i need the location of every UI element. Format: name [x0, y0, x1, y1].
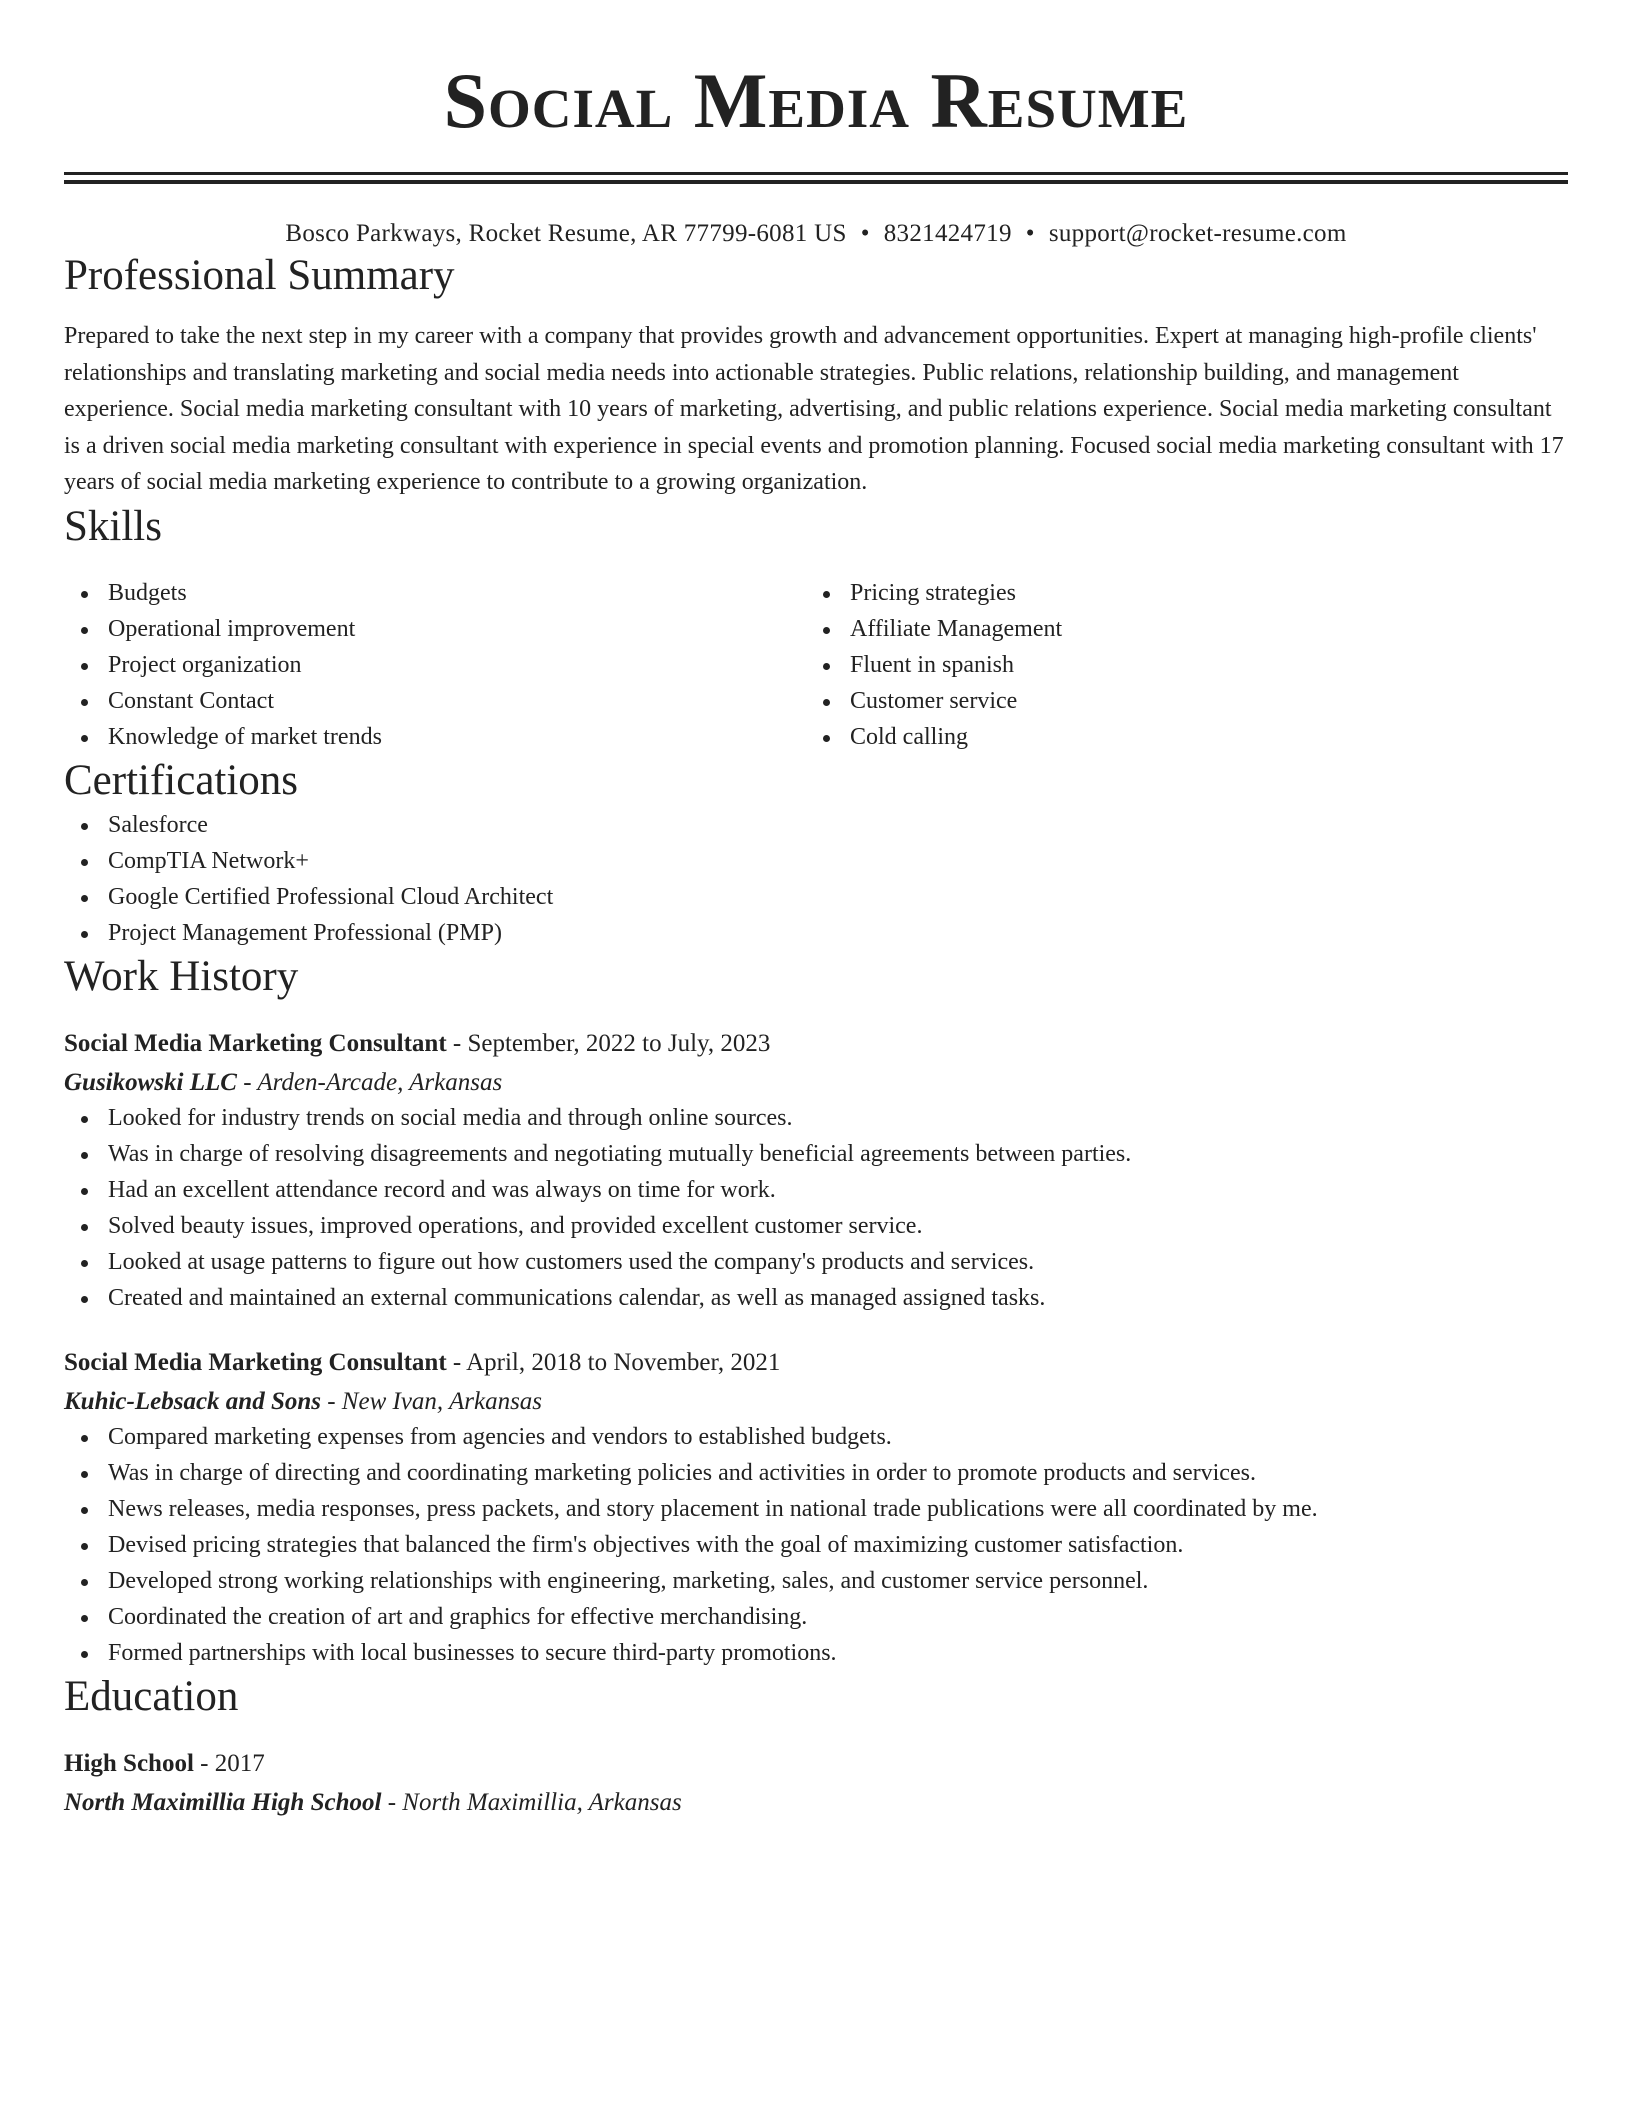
contact-phone: 8321424719	[883, 220, 1012, 247]
job-location: - New Ivan, Arkansas	[320, 1387, 543, 1415]
skill-item: Pricing strategies	[806, 575, 1548, 611]
education-year: - 2017	[193, 1749, 265, 1777]
education-degree: High School	[64, 1749, 194, 1777]
work-history-heading: Work History	[64, 952, 299, 1000]
job-duty: Developed strong working relationships with engineering, marketing, sales, and customer service personnel.	[64, 1563, 1568, 1599]
job-header	[64, 1027, 1568, 1061]
job-company: Kuhic-Lebsack and Sons	[64, 1387, 321, 1415]
certifications-heading: Certifications	[64, 756, 299, 804]
job-duty: Formed partnerships with local businesses to secure third-party promotions.	[64, 1635, 1568, 1671]
job-duties-list	[64, 1419, 1568, 1671]
resume-title: Social Media Resume	[443, 57, 1189, 144]
certification-item: CompTIA Network+	[64, 843, 1568, 879]
contact-separator: •	[860, 220, 870, 247]
job-dates: - April, 2018 to November, 2021	[446, 1348, 781, 1376]
summary-heading: Professional Summary	[64, 252, 455, 299]
certification-item: Google Certified Professional Cloud Architect	[64, 879, 1568, 915]
job-entry	[64, 1346, 1568, 1671]
job-duty: Compared marketing expenses from agencies and vendors to established budgets.	[64, 1419, 1568, 1455]
job-duty: Devised pricing strategies that balanced the firm's objectives with the goal of maximizing customer satisfaction.	[64, 1527, 1568, 1563]
job-company-line	[64, 1385, 1568, 1419]
education-header	[64, 1747, 1568, 1781]
job-company-line	[64, 1066, 1568, 1100]
job-duty: Created and maintained an external communications calendar, as well as managed assigned tasks.	[64, 1280, 1568, 1316]
job-entry	[64, 1027, 1568, 1316]
skill-item: Constant Contact	[64, 683, 806, 719]
certifications-list	[64, 807, 1568, 951]
skills-list-right	[806, 575, 1548, 755]
education-school-line	[64, 1786, 1568, 1820]
title-divider	[64, 172, 1568, 184]
skills-grid	[64, 575, 1568, 755]
job-title: Social Media Marketing Consultant	[64, 1029, 447, 1057]
job-duty: News releases, media responses, press packets, and story placement in national trade publications were all coordinated by me.	[64, 1491, 1568, 1527]
job-dates: - September, 2022 to July, 2023	[446, 1029, 771, 1057]
skill-item: Fluent in spanish	[806, 647, 1548, 683]
certification-item: Salesforce	[64, 807, 1568, 843]
contact-separator: •	[1025, 220, 1035, 247]
skill-item: Affiliate Management	[806, 611, 1548, 647]
contact-email: support@rocket-resume.com	[1048, 220, 1347, 247]
skill-item: Budgets	[64, 575, 806, 611]
skill-item: Customer service	[806, 683, 1548, 719]
skills-column-right	[806, 575, 1548, 755]
certification-item: Project Management Professional (PMP)	[64, 915, 1568, 951]
job-duty: Looked for industry trends on social media and through online sources.	[64, 1100, 1568, 1136]
contact-line	[64, 218, 1568, 250]
job-duties-list	[64, 1100, 1568, 1316]
education-heading: Education	[64, 1672, 239, 1720]
skill-item: Knowledge of market trends	[64, 719, 806, 755]
job-duty: Had an excellent attendance record and was always on time for work.	[64, 1172, 1568, 1208]
job-duty: Was in charge of directing and coordinating marketing policies and activities in order to promote products and services.	[64, 1455, 1568, 1491]
job-title: Social Media Marketing Consultant	[64, 1348, 447, 1376]
skills-list-left	[64, 575, 806, 755]
skill-item: Operational improvement	[64, 611, 806, 647]
job-duty: Coordinated the creation of art and graphics for effective merchandising.	[64, 1599, 1568, 1635]
education-school: North Maximillia High School	[64, 1788, 382, 1816]
skills-column-left	[64, 575, 806, 755]
summary-text: Prepared to take the next step in my career with a company that provides growth and advancement opportunities. Expert at managing high-profile clients' relationships and translating marketing and social media needs into actionable strategies. Public relations, relationship building, and management experience. Social media marketing consultant with 10 years of marketing, advertising, and public relations experience. Social media marketing consultant is a driven social media marketing consultant with experience in special events and promotion planning. Focused social media marketing consultant with 17 years of social media marketing experience to contribute to a growing organization.	[64, 323, 1564, 495]
education-location: - North Maximillia, Arkansas	[381, 1788, 682, 1816]
job-duty: Was in charge of resolving disagreements and negotiating mutually beneficial agreements between parties.	[64, 1136, 1568, 1172]
skill-item: Project organization	[64, 647, 806, 683]
job-duty: Looked at usage patterns to figure out how customers used the company's products and services.	[64, 1244, 1568, 1280]
job-duty: Solved beauty issues, improved operations, and provided excellent customer service.	[64, 1208, 1568, 1244]
job-header	[64, 1346, 1568, 1380]
job-location: - Arden-Arcade, Arkansas	[236, 1068, 503, 1096]
job-company: Gusikowski LLC	[64, 1068, 237, 1096]
skill-item: Cold calling	[806, 719, 1548, 755]
contact-address: Bosco Parkways, Rocket Resume, AR 77799-6081 US	[285, 220, 847, 247]
skills-heading: Skills	[64, 502, 162, 550]
